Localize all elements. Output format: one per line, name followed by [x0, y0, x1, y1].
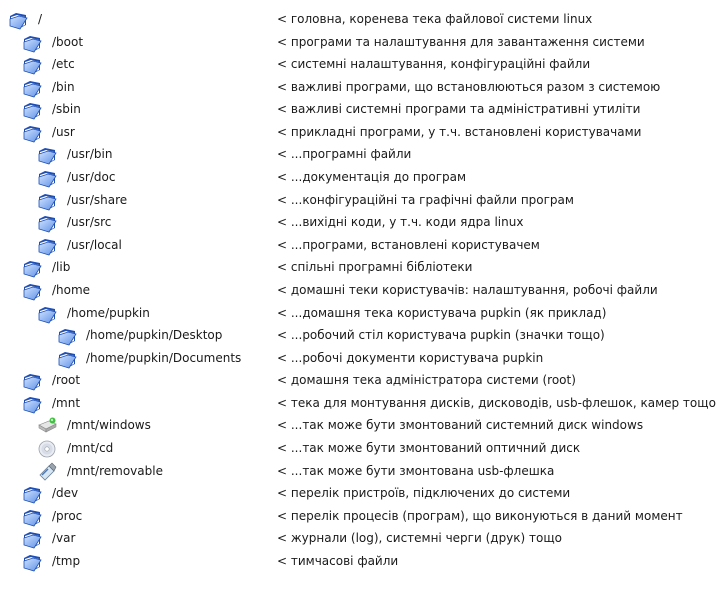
directory-path: /root — [52, 373, 81, 387]
directory-description: < ...так може бути змонтована usb-флешка — [277, 464, 555, 478]
tree-row — [0, 461, 725, 483]
tree-row — [0, 280, 725, 302]
directory-path: /usr/doc — [67, 170, 116, 184]
directory-path: /usr/src — [67, 215, 112, 229]
folder-icon — [22, 258, 42, 278]
directory-description: < тимчасові файли — [277, 554, 399, 568]
directory-path: /usr — [52, 125, 75, 139]
folder-icon — [37, 236, 57, 256]
folder-icon — [22, 552, 42, 572]
directory-description: < домашня тека адміністратора системи (root) — [277, 373, 576, 387]
directory-path: /home — [52, 283, 91, 297]
folder-icon — [37, 191, 57, 211]
tree-row — [0, 235, 725, 257]
folder-icon — [22, 123, 42, 143]
directory-path: /bin — [52, 80, 75, 94]
directory-path: /lib — [52, 260, 71, 274]
tree-row — [0, 438, 725, 460]
tree-row — [0, 528, 725, 550]
directory-path: /sbin — [52, 102, 81, 116]
directory-description: < ...домашня тека користувача pupkin (як приклад) — [277, 306, 607, 320]
tree-row — [0, 257, 725, 279]
tree-row — [0, 144, 725, 166]
cd-icon — [37, 439, 57, 459]
directory-description: < перелік процесів (програм), що виконуються в даний момент — [277, 509, 683, 523]
tree-row — [0, 77, 725, 99]
directory-description: < перелік пристроїв, підключених до системи — [277, 486, 571, 500]
directory-path: /home/pupkin — [67, 306, 150, 320]
directory-description: < ...програмні файли — [277, 147, 412, 161]
directory-path: /usr/bin — [67, 147, 113, 161]
directory-path: /proc — [52, 509, 83, 523]
directory-path: /mnt/cd — [67, 441, 114, 455]
folder-icon — [22, 371, 42, 391]
tree-row — [0, 212, 725, 234]
directory-path: /var — [52, 531, 76, 545]
directory-description: < системні налаштування, конфігураційні файли — [277, 57, 591, 71]
usb-drive-icon — [37, 462, 57, 482]
tree-row — [0, 370, 725, 392]
tree-row — [0, 325, 725, 347]
directory-path: /mnt — [52, 396, 81, 410]
folder-icon — [22, 394, 42, 414]
directory-path: /usr/local — [67, 238, 122, 252]
folder-icon — [22, 484, 42, 504]
folder-icon — [22, 78, 42, 98]
directory-description: < домашні теки користувачів: налаштування, робочі файли — [277, 283, 658, 297]
directory-description: < ...конфігураційні та графічні файли програм — [277, 193, 574, 207]
tree-row — [0, 506, 725, 528]
directory-description: < прикладні програми, у т.ч. встановлені користувачами — [277, 125, 642, 139]
directory-description: < важливі програми, що встановлюються разом з системою — [277, 80, 661, 94]
folder-icon — [57, 326, 77, 346]
hard-drive-icon — [37, 416, 57, 436]
directory-description: < ...робочий стіл користувача pupkin (значки тощо) — [277, 328, 605, 342]
folder-icon — [22, 507, 42, 527]
folder-icon — [37, 168, 57, 188]
folder-icon — [37, 213, 57, 233]
folder-icon — [8, 10, 28, 30]
directory-path: /etc — [52, 57, 75, 71]
directory-description: < ...робочі документи користувача pupkin — [277, 351, 544, 365]
folder-icon — [22, 281, 42, 301]
tree-row — [0, 303, 725, 325]
tree-row — [0, 393, 725, 415]
tree-row — [0, 348, 725, 370]
folder-icon — [22, 33, 42, 53]
tree-row — [0, 190, 725, 212]
folder-icon — [37, 304, 57, 324]
directory-path: /usr/share — [67, 193, 128, 207]
tree-row — [0, 122, 725, 144]
directory-description: < важливі системні програми та адміністративні утиліти — [277, 102, 641, 116]
directory-description: < програми та налаштування для завантаження системи — [277, 35, 645, 49]
folder-icon — [22, 55, 42, 75]
directory-description: < головна, коренева тека файлової системи linux — [277, 12, 593, 26]
directory-description: < ...програми, встановлені користувачем — [277, 238, 540, 252]
directory-path: / — [38, 12, 43, 26]
tree-row — [0, 483, 725, 505]
directory-description: < ...так може бути змонтований оптичний диск — [277, 441, 581, 455]
folder-icon — [22, 529, 42, 549]
tree-row — [0, 54, 725, 76]
directory-path: /boot — [52, 35, 84, 49]
tree-row — [0, 9, 725, 31]
directory-path: /tmp — [52, 554, 81, 568]
folder-icon — [37, 145, 57, 165]
tree-row — [0, 167, 725, 189]
directory-description: < спільні програмні бібліотеки — [277, 260, 473, 274]
directory-description: < ...вихідні коди, у т.ч. коди ядра linux — [277, 215, 524, 229]
directory-path: /dev — [52, 486, 79, 500]
directory-description: < тека для монтування дисків, дисководів, usb-флешок, камер тощо — [277, 396, 716, 410]
tree-row — [0, 551, 725, 573]
directory-description: < ...документація до програм — [277, 170, 467, 184]
directory-description: < журнали (log), системні черги (друк) тощо — [277, 531, 563, 545]
tree-row — [0, 415, 725, 437]
folder-icon — [22, 100, 42, 120]
directory-path: /mnt/removable — [67, 464, 163, 478]
directory-description: < ...так може бути змонтований системний диск windows — [277, 418, 644, 432]
directory-path: /home/pupkin/Documents — [86, 351, 242, 365]
directory-path: /mnt/windows — [67, 418, 151, 432]
directory-path: /home/pupkin/Desktop — [86, 328, 223, 342]
folder-icon — [57, 349, 77, 369]
tree-row — [0, 99, 725, 121]
tree-row — [0, 32, 725, 54]
